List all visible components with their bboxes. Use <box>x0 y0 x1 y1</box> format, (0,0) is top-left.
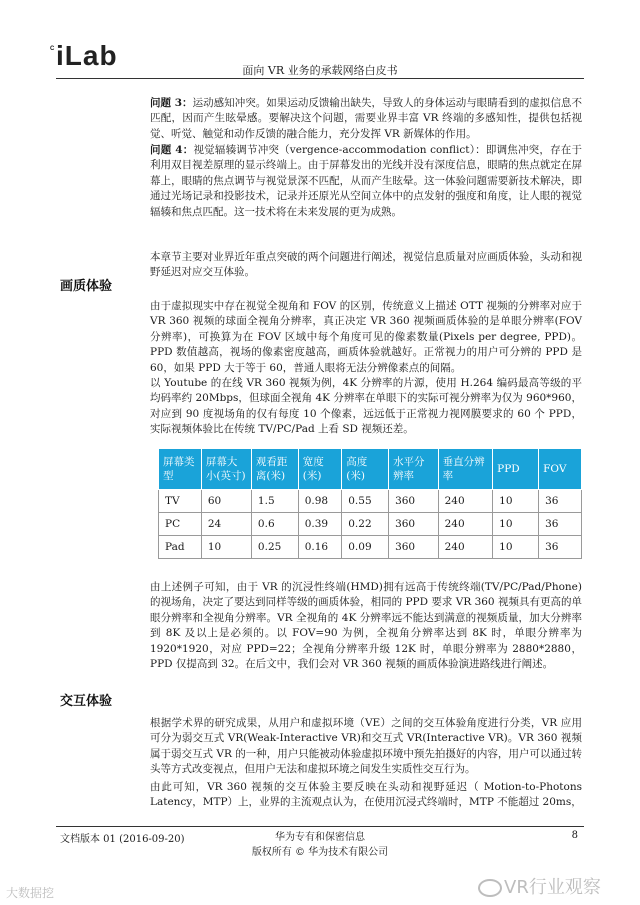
footer-rule <box>56 826 584 827</box>
table-row <box>159 490 582 513</box>
table-row <box>159 536 582 559</box>
document-version: 文档版本 01 (2016-09-20) <box>60 834 185 845</box>
table-header-row <box>159 449 582 490</box>
table-cell: 10 <box>493 536 539 559</box>
wechat-icon <box>478 879 502 897</box>
page-number: 8 <box>571 830 578 841</box>
table-cell: TV <box>159 490 202 513</box>
heading-image-quality: 画质体验 <box>60 279 113 294</box>
problem-4-label: 问题 4： <box>150 144 194 156</box>
col-h-resolution: 水平分辨率 <box>389 449 439 490</box>
paragraph-chapter-intro: 本章节主要对业界近年重点突破的两个问题进行阐述，视觉信息质量对应画质体验，头动和视野延迟对应交互体验。 <box>150 251 582 279</box>
table-cell: 240 <box>438 513 493 536</box>
table-cell: 1.5 <box>251 490 298 513</box>
copyright-notice: 版权所有 © 华为技术有限公司 <box>251 847 389 858</box>
watermark-right-text: VR行业观察 <box>504 877 601 898</box>
problem-3-text: 运动感知冲突。如果运动反馈输出缺失，导致人的身体运动与眼睛看到的虚拟信息不匹配，因而产生眩晕感。要解决这个问题，需要业界丰富 VR 终端的多感知性，提供包括视觉、听觉、触觉和动作反馈的融合能力，充分发挥 VR 新媒体的作用。 <box>150 97 582 140</box>
col-screen-type: 屏幕类型 <box>159 449 202 490</box>
table-cell: 360 <box>389 513 439 536</box>
table-cell: Pad <box>159 536 202 559</box>
resolution-table <box>158 448 582 559</box>
footer-center <box>0 830 640 860</box>
watermark-right <box>478 873 601 899</box>
watermark-left: 大数据挖 <box>6 886 55 900</box>
table-cell: 240 <box>438 490 493 513</box>
table-row <box>159 513 582 536</box>
header-rule <box>56 78 584 79</box>
table-cell: 0.22 <box>342 513 389 536</box>
table-cell: 36 <box>539 536 582 559</box>
paragraph-resolution: 由于虚拟现实中存在视觉全视角和 FOV 的区别，传统意义上描述 OTT 视频的分辨率对应于 VR 360 视频的球面全视角分辨率，真正决定 VR 360 视频画质体验的是单眼分辨率(FOV 分辨率)，可换算为在 FOV 区域中每个角度可见的像素数量(Pixels per degree, PPD)。PPD 数值越高，视场的像素密度越高，画质体验就越好。正常视力的用户可分辨的 PPD 是 60，如果 PPD 大于等于 60，普通人眼将无法分辨像素点的间隔。 <box>150 300 582 374</box>
col-v-resolution: 垂直分辨率 <box>438 449 493 490</box>
table-cell: 10 <box>493 513 539 536</box>
logo-mark: C <box>50 46 56 52</box>
logo-text: iLab <box>56 40 118 71</box>
paragraph-youtube-example: 以 Youtube 的在线 VR 360 视频为例，4K 分辨率的片源，使用 H.264 编码最高等级的平均码率约 20Mbps，但球面全视角 4K 分辨率在单眼下的实际可视分辨率为仅为 960*960，对应到 90 度视场角的仅有每度 10 个像素，远远低于正常视力视网膜要求的 60 个 PPD，实际视频体验比在传统 TV/PC/Pad 上看 SD 视频还差。 <box>150 377 582 436</box>
table-cell: 36 <box>539 490 582 513</box>
table-cell: 36 <box>539 513 582 536</box>
table-cell: 240 <box>438 536 493 559</box>
problem-4-text: 视觉辐辏调节冲突（vergence-accommodation conflict）：即调焦冲突，存在于利用双目视差原理的显示终端上。由于屏幕发出的光线并没有深度信息，眼睛的焦点就定在屏幕上，眼睛的焦点调节与视觉景深不匹配，从而产生眩晕。这一体验问题需要新技术解决，即通过光场记录和投影技术，记录并还原光从空间立体中的点发射的强度和角度，让人眼的视觉辐辏和焦点匹配。这一技术将在未来发展的更为成熟。 <box>150 144 582 218</box>
table-cell: 0.16 <box>298 536 342 559</box>
table-cell: 0.25 <box>251 536 298 559</box>
col-screen-size: 屏幕大小(英寸) <box>201 449 251 490</box>
paragraph-interaction-classes: 根据学术界的研究成果，从用户和虚拟环境（VE）之间的交互体验角度进行分类，VR 应用可分为弱交互式 VR(Weak-Interactive VR)和交互式 VR(Interactive VR)。VR 360 视频属于弱交互式 VR 的一种，用户只能被动体验虚拟环境中预先拍摄好的内容，用户可以通过转头等方式改变视点，但用户无法和虚拟环境之间发生实质性交互行为。 <box>150 717 582 776</box>
col-ppd: PPD <box>493 449 539 490</box>
table-cell: PC <box>159 513 202 536</box>
table-cell: 24 <box>201 513 251 536</box>
table-cell: 0.39 <box>298 513 342 536</box>
table-cell: 10 <box>201 536 251 559</box>
heading-interaction: 交互体验 <box>60 694 113 709</box>
table-cell: 0.55 <box>342 490 389 513</box>
paragraph-hmd-resolution: 由上述例子可知，由于 VR 的沉浸性终端(HMD)拥有远高于传统终端(TV/PC/Pad/Phone)的视场角，决定了要达到同样等级的画质体验，相同的 PPD 要求 VR 360 视频具有更高的单眼分辨率和全视角分辨率。VR 全视角的 4K 分辨率远不能达到满意的视频质量，加大分辨率到 8K 及以上是必须的。以 FOV=90 为例，全视角分辨率达到 8K 时，单眼分辨率为 1920*1920，对应 PPD=22；全视角分辨率升级 12K 时，单眼分辨率为 2880*2880，PPD 仅提高到 32。在后文中，我们会对 VR 360 视频的画质体验演进路线进行阐述。 <box>150 581 582 671</box>
paragraph-problem-3 <box>150 96 582 142</box>
table-cell: 0.6 <box>251 513 298 536</box>
table-cell: 60 <box>201 490 251 513</box>
problem-3-label: 问题 3： <box>150 97 193 109</box>
col-width: 宽度(米) <box>298 449 342 490</box>
col-fov: FOV <box>539 449 582 490</box>
paragraph-problem-4 <box>150 143 582 220</box>
paragraph-mtp-latency: 由此可知，VR 360 视频的交互体验主要反映在头动和视野延迟（ Motion-to-Photons Latency，MTP）上，业界的主流观点认为，在使用沉浸式终端时，MTP 不能超过 20ms， <box>150 781 582 809</box>
table-cell: 360 <box>389 490 439 513</box>
table-cell: 10 <box>493 490 539 513</box>
table-cell: 0.09 <box>342 536 389 559</box>
col-viewing-distance: 观看距离(米) <box>251 449 298 490</box>
col-height: 高度(米) <box>342 449 389 490</box>
table-cell: 360 <box>389 536 439 559</box>
table-cell: 0.98 <box>298 490 342 513</box>
confidential-notice: 华为专有和保密信息 <box>275 832 365 843</box>
document-title: 面向 VR 业务的承载网络白皮书 <box>242 64 398 77</box>
